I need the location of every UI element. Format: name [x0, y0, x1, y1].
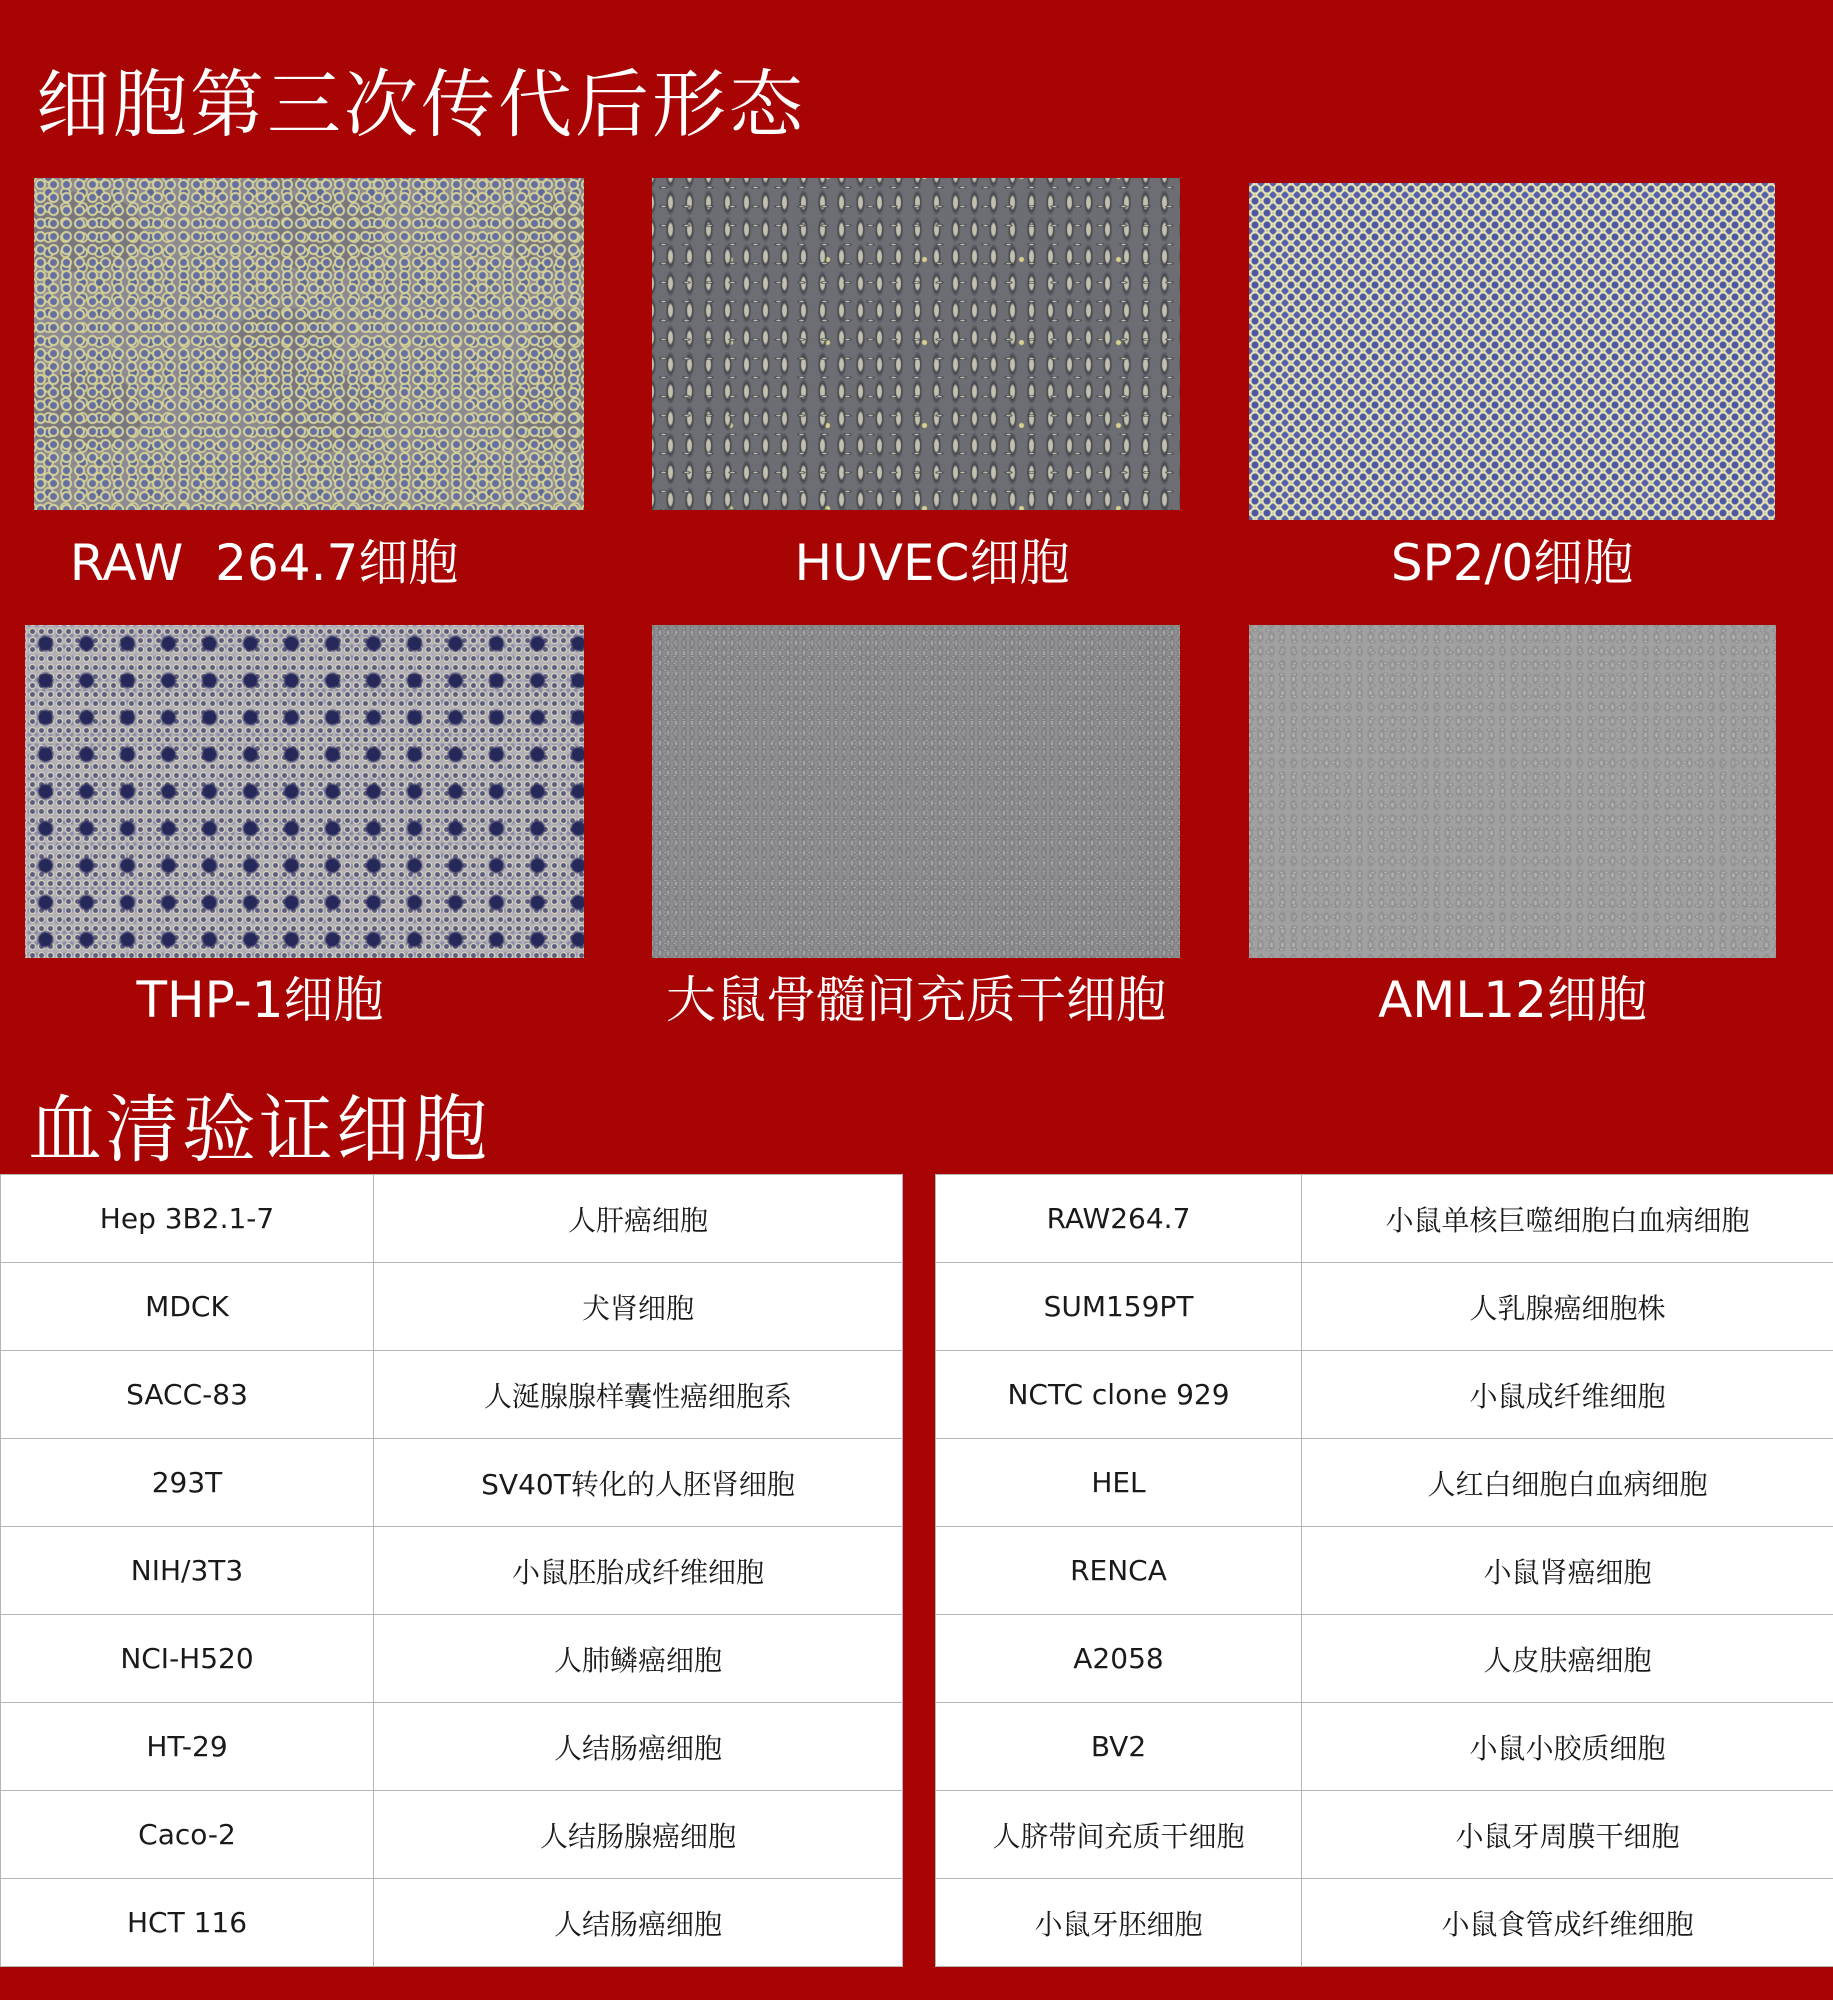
cell-line-description: 人结肠癌细胞 [374, 1879, 903, 1967]
table-row [936, 1439, 1833, 1527]
cell-line-name: HCT 116 [1, 1879, 374, 1967]
cell-line-description: 人结肠腺癌细胞 [374, 1791, 903, 1879]
cell-line-name: A2058 [936, 1615, 1302, 1703]
table-row [936, 1615, 1833, 1703]
table-row [1, 1351, 903, 1439]
table-row [1, 1703, 903, 1791]
cell-line-description: 小鼠成纤维细胞 [1302, 1351, 1833, 1439]
cell-line-name: SUM159PT [936, 1263, 1302, 1351]
cell-line-description: 人红白细胞白血病细胞 [1302, 1439, 1833, 1527]
cell-line-name: 小鼠牙胚细胞 [936, 1879, 1302, 1967]
table-row [1, 1791, 903, 1879]
cell-line-name: RAW264.7 [936, 1175, 1302, 1263]
cell-line-name: 293T [1, 1439, 374, 1527]
table-row [1, 1439, 903, 1527]
table-row [1, 1527, 903, 1615]
cell-line-description: 小鼠食管成纤维细胞 [1302, 1879, 1833, 1967]
morphology-section-title: 细胞第三次传代后形态 [36, 62, 806, 148]
table-row [1, 1263, 903, 1351]
thp1-micrograph [25, 625, 584, 958]
cell-line-name: Hep 3B2.1-7 [1, 1175, 374, 1263]
table-row [936, 1175, 1833, 1263]
cell-line-description: 人乳腺癌细胞株 [1302, 1263, 1833, 1351]
caption-rat-bmsc: 大鼠骨髓间充质干细胞 [666, 971, 1166, 1029]
caption-sp2: SP2/0细胞 [1390, 534, 1634, 592]
caption-thp1: THP-1细胞 [136, 971, 384, 1029]
cell-line-name: RENCA [936, 1527, 1302, 1615]
cell-line-description: 人涎腺腺样囊性癌细胞系 [374, 1351, 903, 1439]
table-row [936, 1351, 1833, 1439]
cell-line-name: MDCK [1, 1263, 374, 1351]
cell-line-description: 小鼠牙周膜干细胞 [1302, 1791, 1833, 1879]
cell-line-name: BV2 [936, 1703, 1302, 1791]
cell-line-name: HEL [936, 1439, 1302, 1527]
caption-raw264: RAW 264.7细胞 [69, 534, 459, 592]
cell-line-name: NIH/3T3 [1, 1527, 374, 1615]
cell-line-description: 人肝癌细胞 [374, 1175, 903, 1263]
cell-line-description: 人肺鳞癌细胞 [374, 1615, 903, 1703]
cell-line-name: HT-29 [1, 1703, 374, 1791]
cell-line-description: 人结肠癌细胞 [374, 1703, 903, 1791]
rat-bmsc-micrograph [652, 625, 1180, 958]
cell-line-description: 犬肾细胞 [374, 1263, 903, 1351]
table-row [1, 1175, 903, 1263]
serum-cell-table-left [0, 1174, 903, 1967]
table-row [1, 1879, 903, 1967]
aml12-micrograph [1249, 625, 1776, 958]
table-row [1, 1615, 903, 1703]
cell-line-description: 小鼠单核巨噬细胞白血病细胞 [1302, 1175, 1833, 1263]
table-row [936, 1263, 1833, 1351]
table-row [936, 1703, 1833, 1791]
caption-huvec: HUVEC细胞 [794, 534, 1070, 592]
cell-line-description: SV40T转化的人胚肾细胞 [374, 1439, 903, 1527]
cell-line-description: 小鼠小胶质细胞 [1302, 1703, 1833, 1791]
cell-line-description: 小鼠胚胎成纤维细胞 [374, 1527, 903, 1615]
serum-cell-table-right [935, 1174, 1833, 1967]
cell-line-name: 人脐带间充质干细胞 [936, 1791, 1302, 1879]
cell-line-name: SACC-83 [1, 1351, 374, 1439]
sp2-micrograph [1249, 183, 1775, 520]
caption-aml12: AML12细胞 [1378, 971, 1647, 1029]
table-row [936, 1527, 1833, 1615]
table-row [936, 1879, 1833, 1967]
cell-line-name: NCTC clone 929 [936, 1351, 1302, 1439]
raw264-micrograph [34, 178, 584, 510]
cell-line-name: NCI-H520 [1, 1615, 374, 1703]
huvec-micrograph [652, 178, 1180, 510]
cell-line-name: Caco-2 [1, 1791, 374, 1879]
cell-line-description: 人皮肤癌细胞 [1302, 1615, 1833, 1703]
table-row [936, 1791, 1833, 1879]
cell-line-description: 小鼠肾癌细胞 [1302, 1527, 1833, 1615]
serum-section-title: 血清验证细胞 [28, 1087, 490, 1173]
